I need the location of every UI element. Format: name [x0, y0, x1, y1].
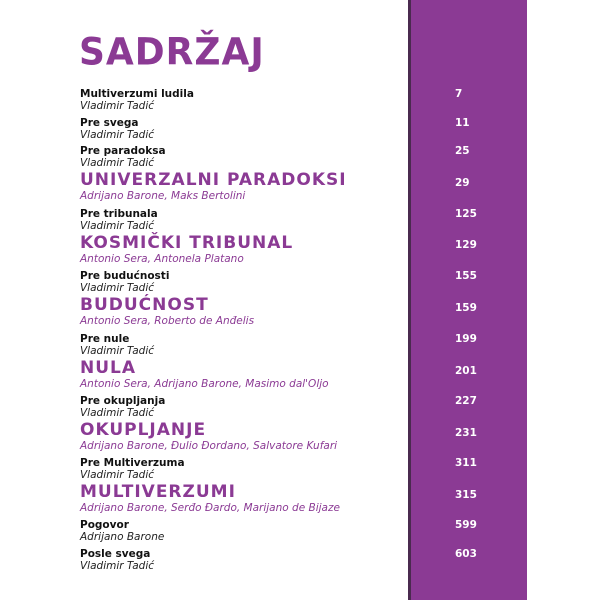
entry-page: 11: [455, 117, 470, 129]
entry-page: 29: [455, 177, 470, 189]
entry-name: Pre nule: [80, 333, 130, 345]
page-title: SADRŽAJ: [79, 30, 265, 74]
entry-name: Posle svega: [80, 548, 151, 560]
entry-author: Vladimir Tadić: [80, 220, 155, 232]
entry-author: Vladimir Tadić: [80, 100, 155, 112]
entry-page: 129: [455, 239, 477, 251]
entry-name: Pre svega: [80, 117, 139, 129]
entry-name: Multiverzumi ludila: [80, 88, 194, 100]
toc-entry-major: [80, 358, 329, 390]
entry-author: Vladimir Tadić: [80, 560, 155, 572]
entry-name: Pre budućnosti: [80, 270, 170, 282]
entry-page: 311: [455, 457, 477, 469]
entry-name: Pre okupljanja: [80, 395, 166, 407]
toc-entry: [80, 88, 194, 112]
entry-page: 315: [455, 489, 477, 501]
entry-name: BUDUĆNOST: [80, 295, 209, 315]
entry-page: 159: [455, 302, 477, 314]
toc-entry-major: [80, 420, 337, 452]
entry-page: 231: [455, 427, 477, 439]
entry-author: Vladimir Tadić: [80, 407, 155, 419]
entry-author: Antonio Sera, Roberto de Anđelis: [80, 315, 255, 327]
toc-entry-major: [80, 170, 347, 202]
entry-name: OKUPLJANJE: [80, 420, 207, 440]
entry-page: 25: [455, 145, 470, 157]
entry-name: Pre Multiverzuma: [80, 457, 185, 469]
entry-author: Vladimir Tadić: [80, 282, 155, 294]
toc-entry-major: [80, 295, 254, 327]
entry-page: 603: [455, 548, 477, 560]
entry-author: Adrijano Barone: [80, 531, 165, 543]
toc-entry: [80, 117, 154, 141]
entry-page: 599: [455, 519, 477, 531]
toc-entry-major: [80, 482, 340, 514]
entry-page: 227: [455, 395, 477, 407]
entry-name: Pre paradoksa: [80, 145, 166, 157]
entry-author: Vladimir Tadić: [80, 469, 155, 481]
toc-entry: [80, 548, 154, 572]
toc-entry: [80, 519, 164, 543]
entry-author: Vladimir Tadić: [80, 157, 155, 169]
entry-page: 201: [455, 365, 477, 377]
entry-name: Pogovor: [80, 519, 129, 531]
band-edge: [408, 0, 411, 600]
entry-author: Adrijano Barone, Serđo Đardo, Marijano de Bijaze: [80, 502, 340, 514]
toc-entry: [80, 145, 166, 169]
toc-entry-major: [80, 233, 293, 265]
purple-band: [410, 0, 527, 600]
entry-author: Vladimir Tadić: [80, 129, 155, 141]
entry-author: Adrijano Barone, Maks Bertolini: [80, 190, 246, 202]
toc-entry: [80, 270, 169, 294]
entry-name: MULTIVERZUMI: [80, 482, 236, 502]
toc-entry: [80, 457, 185, 481]
entry-author: Antonio Sera, Antonela Platano: [80, 253, 244, 265]
entry-name: UNIVERZALNI PARADOKSI: [80, 170, 347, 190]
entry-name: Pre tribunala: [80, 208, 158, 220]
entry-author: Vladimir Tadić: [80, 345, 155, 357]
toc-entry: [80, 395, 165, 419]
entry-name: KOSMIČKI TRIBUNAL: [80, 233, 294, 253]
entry-author: Adrijano Barone, Đulio Đordano, Salvatore Kufari: [80, 440, 338, 452]
toc-entry: [80, 333, 154, 357]
entry-page: 125: [455, 208, 477, 220]
entry-name: NULA: [80, 358, 137, 378]
entry-page: 7: [455, 88, 463, 100]
entry-page: 155: [455, 270, 477, 282]
entry-page: 199: [455, 333, 477, 345]
toc-entry: [80, 208, 158, 232]
entry-author: Antonio Sera, Adrijano Barone, Masimo dal'Oljo: [80, 378, 329, 390]
